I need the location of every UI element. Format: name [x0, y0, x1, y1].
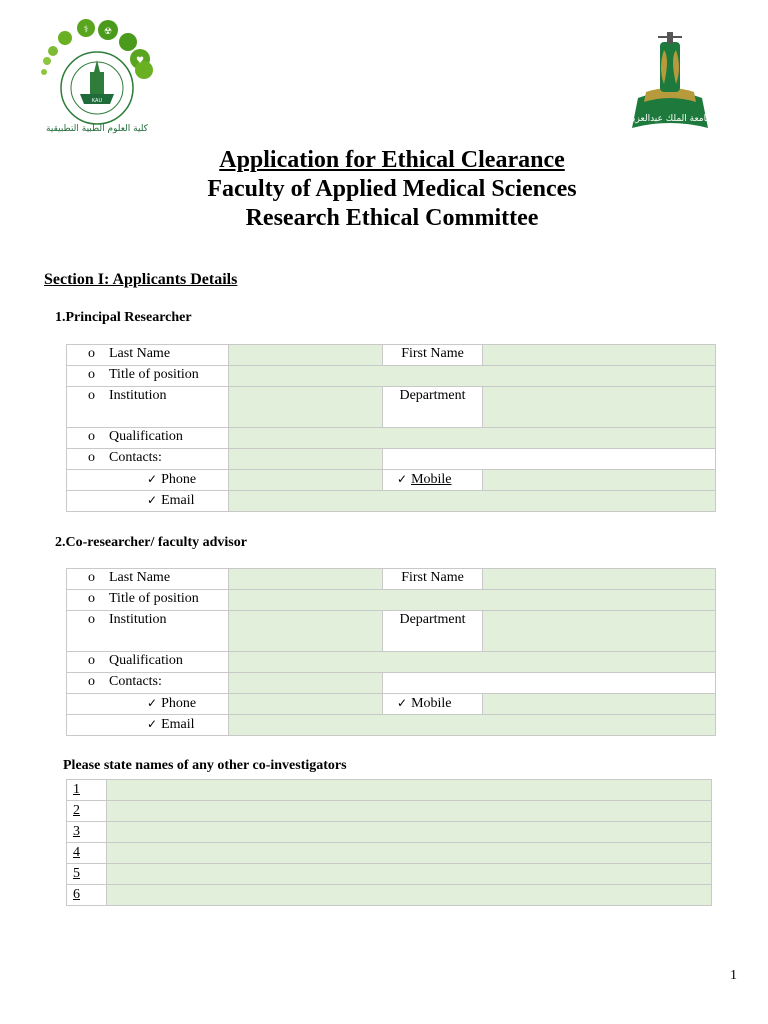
faculty-logo: [32, 16, 162, 141]
svg-text:كلية العلوم الطبية التطبيقية: كلية العلوم الطبية التطبيقية: [46, 124, 148, 134]
form-title: Application for Ethical Clearance: [219, 147, 565, 173]
svg-text:KAU: KAU: [91, 98, 103, 104]
contacts-label: o Contacts:: [67, 449, 229, 470]
page-number: 1: [730, 968, 737, 983]
last-name-field[interactable]: [229, 345, 383, 366]
contacts-blank: [383, 673, 716, 694]
mobile-label: ✓ Mobile: [383, 470, 483, 491]
qualification-field[interactable]: [229, 652, 716, 673]
email-field[interactable]: [229, 491, 716, 512]
last-name-label: o Last Name: [67, 569, 229, 590]
institution-field[interactable]: [229, 611, 383, 652]
qualification-label: o Qualification: [67, 428, 229, 449]
co-investigator-field[interactable]: [107, 843, 712, 864]
svg-text:♥: ♥: [135, 56, 145, 66]
title-of-position-field[interactable]: [229, 366, 716, 387]
contacts-blank: [383, 449, 716, 470]
co-investigators-table: [66, 779, 712, 906]
university-logo: [618, 28, 722, 140]
check-icon: ✓: [397, 696, 408, 710]
co-investigator-field[interactable]: [107, 885, 712, 906]
co-investigator-field[interactable]: [107, 864, 712, 885]
email-label: ✓ Email: [67, 715, 229, 736]
first-name-label: First Name: [383, 569, 483, 590]
email-field[interactable]: [229, 715, 716, 736]
first-name-field[interactable]: [483, 345, 716, 366]
phone-label: ✓ Phone: [67, 470, 229, 491]
contacts-field[interactable]: [229, 449, 383, 470]
svg-text:☢: ☢: [103, 27, 113, 37]
row-number: 3: [67, 822, 107, 843]
row-number: 2: [67, 801, 107, 822]
co-investigators-heading: Please state names of any other co-investigators: [63, 758, 347, 773]
principal-researcher-table: [66, 344, 716, 512]
mobile-label: ✓ Mobile: [383, 694, 483, 715]
principal-researcher-heading: 1.Principal Researcher: [55, 310, 192, 325]
row-number: 6: [67, 885, 107, 906]
check-icon: ✓: [397, 472, 408, 486]
section-heading: Section I: Applicants Details: [44, 271, 238, 288]
check-icon: ✓: [147, 696, 158, 710]
department-field[interactable]: [483, 611, 716, 652]
phone-field[interactable]: [229, 470, 383, 491]
svg-text:جامعة الملك عبدالعزيز: جامعة الملك عبدالعزيز: [628, 114, 712, 124]
mobile-field[interactable]: [483, 694, 716, 715]
department-field[interactable]: [483, 387, 716, 428]
phone-field[interactable]: [229, 694, 383, 715]
row-number: 5: [67, 864, 107, 885]
co-researcher-table: [66, 568, 716, 736]
first-name-field[interactable]: [483, 569, 716, 590]
co-investigator-field[interactable]: [107, 822, 712, 843]
co-investigator-field[interactable]: [107, 801, 712, 822]
department-label: Department: [383, 611, 483, 652]
department-label: Department: [383, 387, 483, 428]
title-of-position-label: o Title of position: [67, 590, 229, 611]
contacts-field[interactable]: [229, 673, 383, 694]
row-number: 1: [67, 780, 107, 801]
mobile-field[interactable]: [483, 470, 716, 491]
svg-text:⚕: ⚕: [83, 25, 89, 35]
last-name-field[interactable]: [229, 569, 383, 590]
qualification-field[interactable]: [229, 428, 716, 449]
institution-field[interactable]: [229, 387, 383, 428]
phone-label: ✓ Phone: [67, 694, 229, 715]
co-researcher-heading: 2.Co-researcher/ faculty advisor: [55, 535, 247, 550]
email-label: ✓ Email: [67, 491, 229, 512]
qualification-label: o Qualification: [67, 652, 229, 673]
check-icon: ✓: [147, 472, 158, 486]
row-number: 4: [67, 843, 107, 864]
co-investigator-field[interactable]: [107, 780, 712, 801]
institution-label: o Institution: [67, 611, 229, 652]
contacts-label: o Contacts:: [67, 673, 229, 694]
check-icon: ✓: [147, 493, 158, 507]
check-icon: ✓: [147, 717, 158, 731]
institution-label: o Institution: [67, 387, 229, 428]
committee-name: Research Ethical Committee: [245, 205, 539, 231]
faculty-name: Faculty of Applied Medical Sciences: [207, 176, 577, 202]
title-of-position-field[interactable]: [229, 590, 716, 611]
title-of-position-label: o Title of position: [67, 366, 229, 387]
last-name-label: o Last Name: [67, 345, 229, 366]
first-name-label: First Name: [383, 345, 483, 366]
